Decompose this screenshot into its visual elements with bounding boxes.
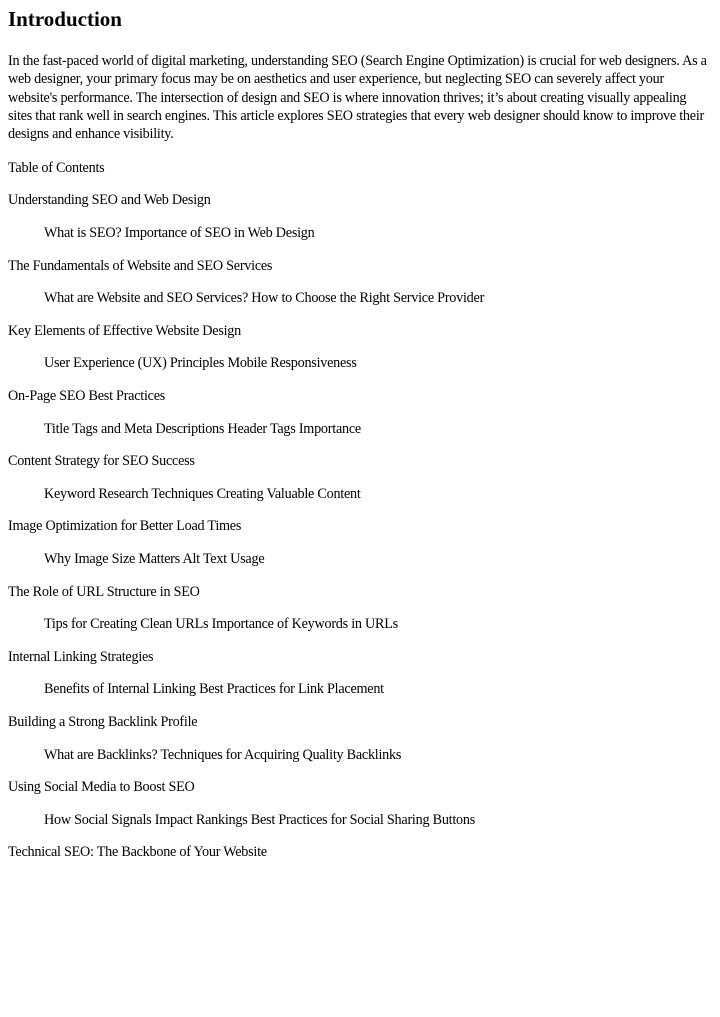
toc-section-item[interactable]: Key Elements of Effective Website Design	[8, 322, 241, 339]
toc-subsection-item[interactable]: Keyword Research Techniques Creating Valuable Content	[44, 485, 361, 502]
toc-section-item[interactable]: Technical SEO: The Backbone of Your Website	[8, 844, 267, 861]
toc-section-item[interactable]: The Fundamentals of Website and SEO Services	[8, 257, 273, 274]
toc-subsection-item[interactable]: What is SEO? Importance of SEO in Web Design	[44, 225, 315, 242]
toc-subsection-item[interactable]: Benefits of Internal Linking Best Practices for Link Placement	[44, 681, 384, 698]
toc-title: Table of Contents	[8, 160, 105, 177]
intro-paragraph: In the fast-paced world of digital marketing, understanding SEO (Search Engine Optimization) is crucial for web designers. As a web designer, your primary focus may be on aesthetics and user experience, but neglecting SEO can severely affect your website's performance. The intersection of design and SEO is where innovation thrives; it’s about creating visually appealing sites that rank well in search engines. This article explores SEO strategies that every web designer should know to improve their designs and enhance visibility.	[8, 53, 707, 143]
toc-subsection-item[interactable]: Tips for Creating Clean URLs Importance of Keywords in URLs	[44, 616, 398, 633]
toc-subsection-item[interactable]: Why Image Size Matters Alt Text Usage	[44, 551, 265, 568]
toc-subsection-item[interactable]: What are Website and SEO Services? How to Choose the Right Service Provider	[44, 290, 485, 307]
table-of-contents	[8, 192, 712, 860]
toc-section-item[interactable]: Content Strategy for SEO Success	[8, 453, 195, 470]
toc-section-item[interactable]: Building a Strong Backlink Profile	[8, 713, 198, 730]
toc-section-item[interactable]: The Role of URL Structure in SEO	[8, 583, 200, 600]
toc-subsection-item[interactable]: What are Backlinks? Techniques for Acquiring Quality Backlinks	[44, 746, 402, 763]
toc-section-item[interactable]: Using Social Media to Boost SEO	[8, 779, 195, 796]
page-title: Introduction	[8, 7, 122, 31]
toc-section-item[interactable]: Image Optimization for Better Load Times	[8, 518, 242, 535]
toc-section-item[interactable]: Internal Linking Strategies	[8, 648, 154, 665]
toc-section-item[interactable]: On-Page SEO Best Practices	[8, 388, 166, 405]
toc-subsection-item[interactable]: How Social Signals Impact Rankings Best Practices for Social Sharing Buttons	[44, 811, 476, 828]
toc-section-item[interactable]: Understanding SEO and Web Design	[8, 192, 211, 209]
toc-subsection-item[interactable]: Title Tags and Meta Descriptions Header Tags Importance	[44, 420, 361, 437]
toc-subsection-item[interactable]: User Experience (UX) Principles Mobile Responsiveness	[44, 355, 357, 372]
